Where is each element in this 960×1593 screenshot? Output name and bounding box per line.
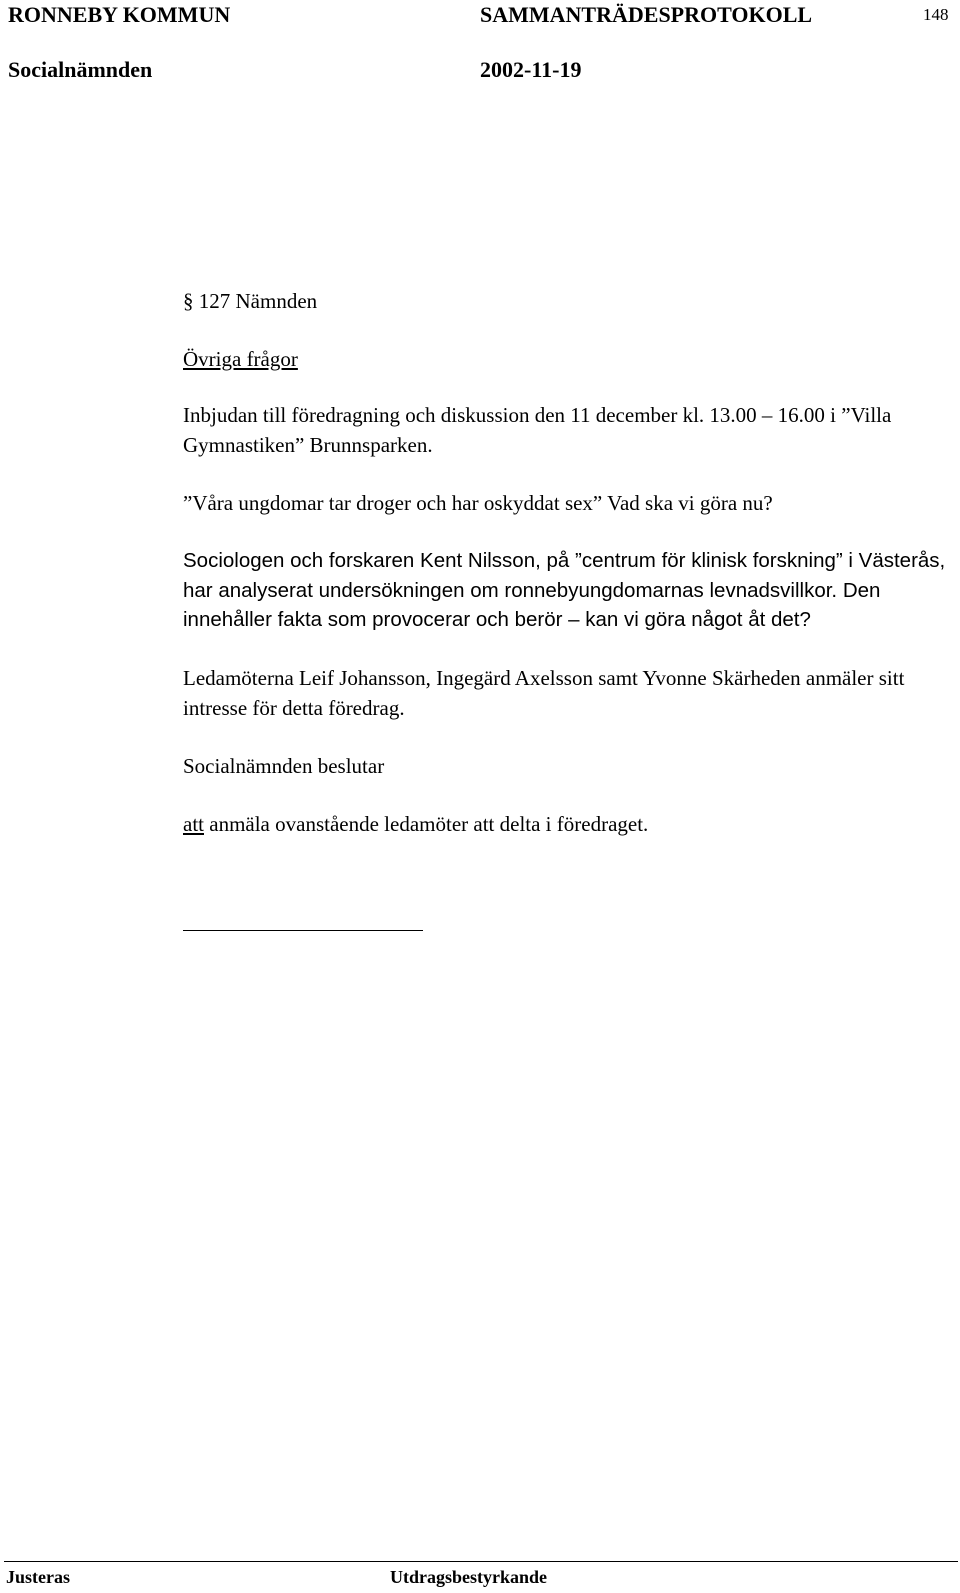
end-of-section-rule: [183, 930, 423, 931]
section-symbol: §: [183, 289, 194, 313]
section-heading: Övriga frågor: [183, 347, 298, 371]
meeting-date: 2002-11-19: [480, 57, 582, 82]
section-title: [183, 286, 953, 316]
research-paragraph: Sociologen och forskaren Kent Nilsson, på ”centrum för klinisk forskning” i Västerås, har analyserat undersökningen om ronnebyungdomarnas levnadsvillkor. Den innehåller fakta som provocerar och berör – kan vi göra något åt det?: [183, 549, 946, 631]
lecture-title: ”Våra ungdomar tar droger och har oskyddat sex” Vad ska vi göra nu?: [183, 491, 773, 515]
footer-justeras: Justeras: [6, 1567, 70, 1587]
document-title: SAMMANTRÄDESPROTOKOLL: [480, 2, 813, 27]
decision-line: [183, 809, 953, 839]
decision-text: anmäla ovanstående ledamöter att delta i föredraget.: [209, 811, 649, 836]
committee-name: Socialnämnden: [8, 57, 153, 82]
minutes-body: [183, 286, 953, 839]
decision-att: att: [183, 811, 204, 836]
decision-intro: Socialnämnden beslutar: [183, 753, 385, 778]
invitation-paragraph: Inbjudan till föredragning och diskussion den 11 december kl. 13.00 – 16.00 i ”Villa Gymnastiken” Brunnsparken.: [183, 403, 892, 457]
page-number: 148: [923, 5, 949, 24]
members-paragraph: Ledamöterna Leif Johansson, Ingegärd Axelsson samt Yvonne Skärheden anmäler sitt intresse för detta föredrag.: [183, 665, 905, 720]
section-number-title: 127 Nämnden: [198, 289, 318, 313]
footer-utdragsbestyrkande: Utdragsbestyrkande: [390, 1567, 548, 1587]
footer-rule: [4, 1561, 958, 1562]
organization-name: RONNEBY KOMMUN: [8, 2, 231, 27]
